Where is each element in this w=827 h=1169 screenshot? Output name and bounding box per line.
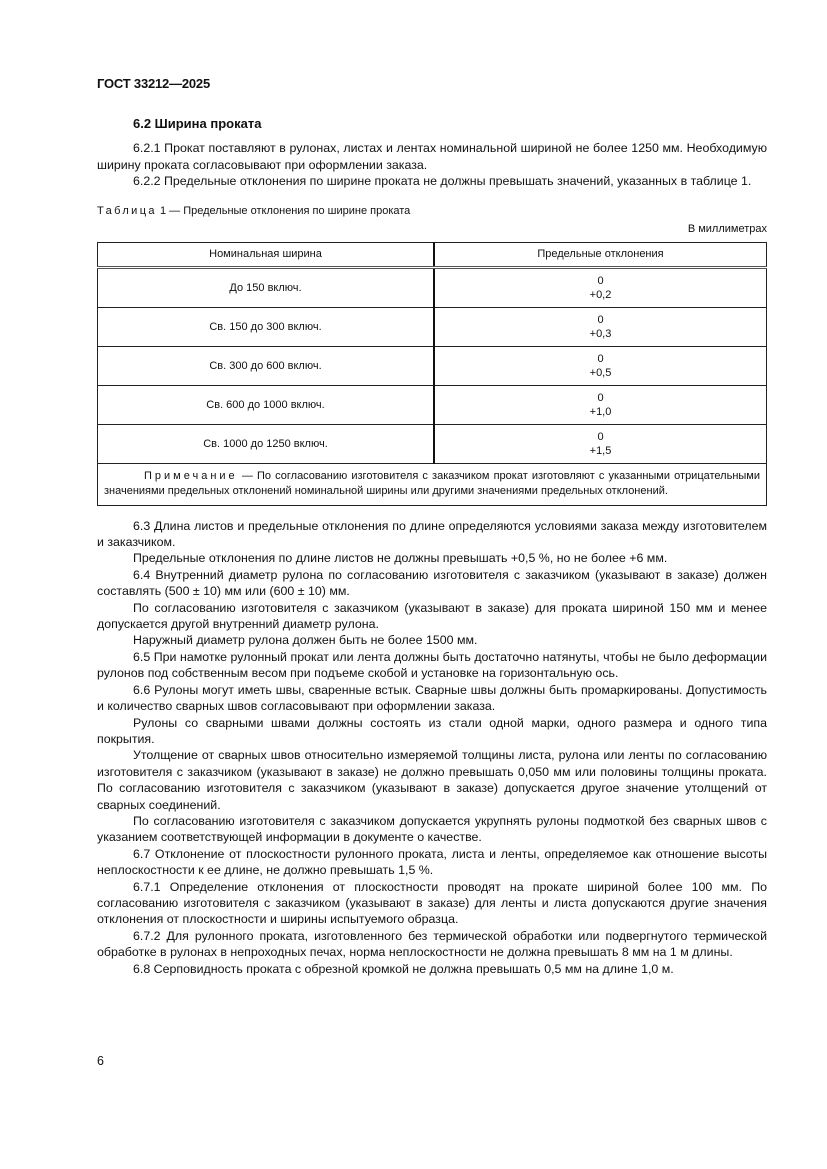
paragraph: 6.4 Внутренний диаметр рулона по согласованию изготовителя с заказчиком (указывают в заказе) должен составлять (500 ± 10) мм или (600 ± 10) мм. <box>97 567 767 599</box>
deviation-upper: 0 <box>597 352 604 365</box>
deviation-cell <box>434 267 767 307</box>
table-row <box>98 346 767 385</box>
paragraph: 6.5 При намотке рулонный прокат или лента должны быть достаточно натянуты, чтобы не было деформации рулонов под собственным весом при подъеме скобой и установке на горизонтальную ось. <box>97 649 767 681</box>
deviation-upper: 0 <box>597 430 604 443</box>
paragraph: 6.7.1 Определение отклонения от плоскостности проводят на прокате шириной более 100 мм. По согласованию изготовителя с заказчиком (указывают в заказе) для ленты и листа допускаются другие значения отклонения от плоскостности и ширины испытуемого образца. <box>97 879 767 927</box>
deviation-upper: 0 <box>597 313 604 326</box>
table-note <box>98 463 767 505</box>
paragraphs-after-table <box>97 518 767 977</box>
table-row <box>98 307 767 346</box>
deviation-lower: +1,0 <box>589 405 612 418</box>
table-header-row <box>98 242 767 267</box>
deviation-upper: 0 <box>597 391 604 404</box>
deviation-lower: +0,5 <box>589 366 612 379</box>
column-header: Предельные отклонения <box>434 242 767 267</box>
paragraph: Наружный диаметр рулона должен быть не более 1500 мм. <box>133 633 478 648</box>
tolerance-table <box>97 242 767 506</box>
deviation-lower: +0,2 <box>589 288 612 301</box>
table-units: В миллиметрах <box>687 222 767 235</box>
deviation-cell <box>434 424 767 463</box>
table-caption-text: 1 — Предельные отклонения по ширине проката <box>160 204 411 217</box>
deviation-cell <box>434 346 767 385</box>
paragraph: 6.2.2 Предельные отклонения по ширине проката не должны превышать значений, указанных в таблице 1. <box>133 174 752 189</box>
deviation-lower: +0,3 <box>589 327 612 340</box>
paragraph: 6.6 Рулоны могут иметь швы, сваренные встык. Сварные швы должны быть промаркированы. Допустимость и количество сварных швов согласовывают при оформлении заказа. <box>97 682 767 714</box>
page-number: 6 <box>97 1054 104 1068</box>
width-cell: Св. 1000 до 1250 включ. <box>98 424 435 463</box>
paragraph: 6.2.1 Прокат поставляют в рулонах, листах и лентах номинальной шириной не более 1250 мм. Необходимую ширину проката согласовывают при оформлении заказа. <box>97 141 767 172</box>
paragraph: 6.7.2 Для рулонного проката, изготовленного без термической обработки или подвергнутого термической обработке в рулонах в непроходных печах, норма неплоскостности не должна превышать 8 мм на 1 м длины. <box>97 928 767 960</box>
width-cell: До 150 включ. <box>98 267 435 307</box>
document-id: ГОСТ 33212—2025 <box>97 76 210 91</box>
note-text: — По согласованию изготовителя с заказчиком прокат изготовляют с указанными отрицательными значениями предельных отклонений номинальной ширины или другими значениями предельных отклонений. <box>104 469 761 497</box>
table-caption <box>97 204 767 218</box>
paragraph: Утолщение от сварных швов относительно измеряемой толщины листа, рулона или ленты по согласованию изготовителя с заказчиком (указывают в заказе) не должно превышать 0,050 мм или половины толщины проката. По согласованию изготовителя с заказчиком (указывают в заказе) допускается другое значение утолщений от сварных соединений. <box>97 748 767 812</box>
table-row <box>98 267 767 307</box>
paragraph: По согласованию изготовителя с заказчиком допускается укрупнять рулоны подмоткой без сварных швов с указанием соответствующей информации в документе о качестве. <box>97 813 767 845</box>
table-row <box>98 424 767 463</box>
paragraph: 6.7 Отклонение от плоскостности рулонного проката, листа и ленты, определяемое как отношение высоты неплоскостности к ее длине, не должно превышать 1,5 %. <box>97 846 767 878</box>
width-cell: Св. 150 до 300 включ. <box>98 307 435 346</box>
width-cell: Св. 300 до 600 включ. <box>98 346 435 385</box>
section-title: 6.2 Ширина проката <box>133 116 262 131</box>
paragraph: Рулоны со сварными швами должны состоять из стали одной марки, одного размера и одного типа покрытия. <box>97 715 767 746</box>
paragraph: 6.3 Длина листов и предельные отклонения по длине определяются условиями заказа между изготовителем и заказчиком. <box>97 518 767 550</box>
paragraph: Предельные отклонения по длине листов не должны превышать +0,5 %, но не более +6 мм. <box>133 551 668 566</box>
table-row <box>98 385 767 424</box>
width-cell: Св. 600 до 1000 включ. <box>98 385 435 424</box>
deviation-cell <box>434 307 767 346</box>
page-content <box>97 116 767 977</box>
table-caption-label: Таблица <box>97 204 157 217</box>
note-label: Примечание <box>144 469 238 482</box>
deviation-upper: 0 <box>597 274 604 287</box>
table-note-row <box>98 463 767 505</box>
deviation-lower: +1,5 <box>589 444 612 457</box>
column-header: Номинальная ширина <box>98 242 435 267</box>
deviation-cell <box>434 385 767 424</box>
paragraph: 6.8 Серповидность проката с обрезной кромкой не должна превышать 0,5 мм на длине 1,0 м. <box>133 961 674 976</box>
paragraph: По согласованию изготовителя с заказчиком (указывают в заказе) для проката шириной 150 мм и менее допускается другой внутренний диаметр рулона. <box>97 600 767 632</box>
